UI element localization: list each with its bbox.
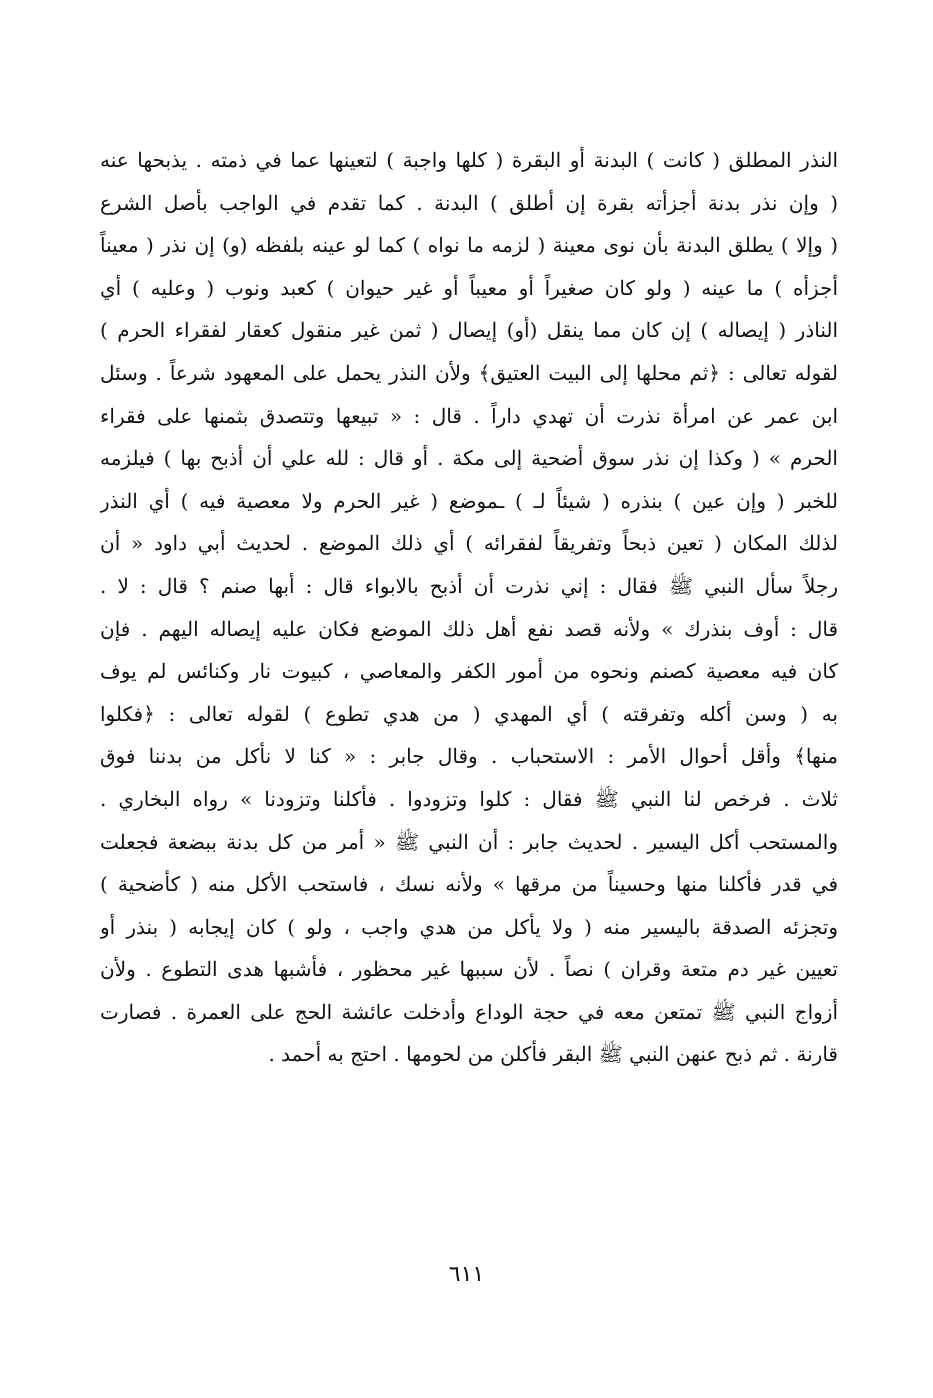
text-line: به ( وسن أكله وتفرقته ) أي المهدي ( من هدي تطوع ) لقوله تعالى : ﴿فكلوا xyxy=(100,701,838,726)
text-line: أجزأه ) ما عينه ( ولو كان صغيراً أو معيباً أو غير حيوان ) كعبد ونوب ( وعليه ) أي xyxy=(100,275,838,300)
text-line: ( وإن نذر بدنة أجزأته بقرة إن أطلق ) البدنة . كما تقدم في الواجب بأصل الشرع xyxy=(100,190,838,215)
text-line: لقوله تعالى : ﴿ثم محلها إلى البيت العتيق﴾ ولأن النذر يحمل على المعهود شرعاً . وسئل xyxy=(100,360,838,385)
text-line: ابن عمر عن امرأة نذرت أن تهدي داراً . قال : « تبيعها وتتصدق بثمنها على فقراء xyxy=(100,403,838,428)
text-line: لذلك المكان ( تعين ذبحاً وتفريقاً لفقرائه ) أي ذلك الموضع . لحديث أبي داود « أن xyxy=(100,531,838,556)
text-line: قارنة . ثم ذبح عنهن النبي ﷺ البقر فأكلن من لحومها . احتج به أحمد . xyxy=(268,1042,838,1067)
text-line: كان فيه معصية كصنم ونحوه من أمور الكفر والمعاصي ، كبيوت نار وكنائس لم يوف xyxy=(100,659,838,684)
text-line: أزواج النبي ﷺ تمتعن معه في حجة الوداع وأدخلت عائشة الحج على العمرة . فصارت xyxy=(100,999,838,1024)
text-line: وتجزئه الصدقة باليسير منه ( ولا يأكل من هدي واجب ، ولو ) كان إيجابه ( بنذر أو xyxy=(100,914,838,939)
body-text xyxy=(100,139,838,1076)
text-line: ( وإلا ) يطلق البدنة بأن نوى معينة ( لزمه ما نواه ) كما لو عينه بلفظه (و) إن نذر ( معيناً xyxy=(100,233,838,258)
text-line: تعيين غير دم متعة وقران ) نصاً . لأن سببها غير محظور ، فأشبها هدى التطوع . ولأن xyxy=(100,957,838,982)
text-line: قال : أوف بنذرك » ولأنه قصد نفع أهل ذلك الموضع فكان عليه إيصاله اليهم . فإن xyxy=(100,616,838,641)
text-line: منها﴾ وأقل أحوال الأمر : الاستحباب . وقال جابر : « كنا لا نأكل من بدننا فوق xyxy=(100,744,838,769)
text-line: الناذر ( إيصاله ) إن كان مما ينقل (أو) إيصال ( ثمن غير منقول كعقار لفقراء الحرم ) xyxy=(100,318,838,343)
page-number: ٦١١ xyxy=(448,1262,485,1287)
text-line: رجلاً سأل النبي ﷺ فقال : إني نذرت أن أذبح بالابواء قال : أبها صنم ؟ قال : لا . xyxy=(100,573,838,598)
text-line: للخبر ( وإن عين ) بنذره ( شيئاً لـ ) ـموضع ( غير الحرم ولا معصية فيه ) أي النذر xyxy=(100,488,838,513)
text-line: ثلاث . فرخص لنا النبي ﷺ فقال : كلوا وتزودوا . فأكلنا وتزودنا » رواه البخاري . xyxy=(100,786,838,811)
text-line: والمستحب أكل اليسير . لحديث جابر : أن النبي ﷺ « أمر من كل بدنة ببضعة فجعلت xyxy=(100,829,838,854)
text-line: النذر المطلق ( كانت ) البدنة أو البقرة ( كلها واجبة ) لتعينها عما في ذمته . يذبحها عنه xyxy=(100,148,838,172)
text-line: الحرم » ( وكذا إن نذر سوق أضحية إلى مكة . أو قال : لله علي أن أذبح بها ) فيلزمه xyxy=(100,446,838,471)
text-line: في قدر فأكلنا منها وحسيناً من مرقها » ولأنه نسك ، فاستحب الأكل منه ( كأضحية ) xyxy=(100,872,838,897)
